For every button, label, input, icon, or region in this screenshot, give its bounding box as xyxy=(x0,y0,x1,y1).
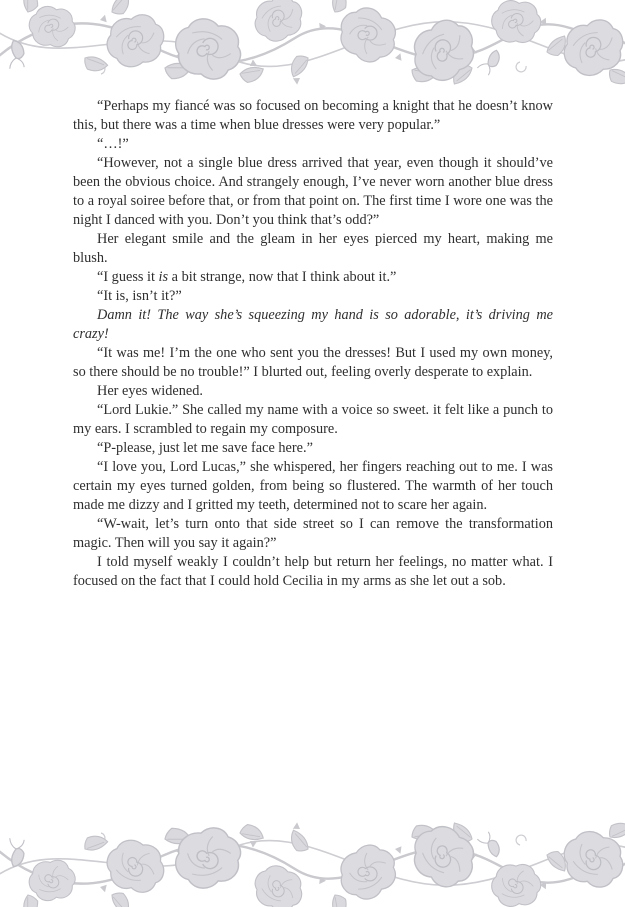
paragraph xyxy=(73,515,553,553)
body-text: “I guess it xyxy=(97,269,159,285)
rose-vine-border-bottom-icon xyxy=(0,821,625,907)
body-text: I told myself weakly I couldn’t help but return her feelings, no matter what. I focused on the fact that I could hold Cecilia in my arms as she let out a sob. xyxy=(73,554,553,589)
paragraph xyxy=(73,97,553,135)
body-text: Her elegant smile and the gleam in her eyes pierced my heart, making me blush. xyxy=(73,231,553,266)
italic-text: is xyxy=(158,269,169,285)
paragraph xyxy=(73,287,553,306)
page-text xyxy=(73,97,553,591)
paragraph xyxy=(73,344,553,382)
body-text: Her eyes widened. xyxy=(97,383,203,399)
body-text: “However, not a single blue dress arrived that year, even though it should’ve been the obvious choice. And strangely enough, I’ve never worn another blue dress to a royal soiree before that, or from that point on. The first time I wore one was the night I danced with you. Don’t you think that’s odd?” xyxy=(73,155,553,228)
paragraph xyxy=(73,553,553,591)
body-text: “Lord Lukie.” She called my name with a voice so sweet. it felt like a punch to my ears. I scrambled to regain my composure. xyxy=(73,402,553,437)
body-text: “…!” xyxy=(97,136,129,152)
italic-text: Damn it! The way she’s squeezing my hand is so adorable, it’s driving me crazy! xyxy=(73,307,553,342)
paragraph xyxy=(73,401,553,439)
body-text: “Perhaps my fiancé was so focused on becoming a knight that he doesn’t know this, but there was a time when blue dresses were very popular.” xyxy=(73,98,553,133)
body-text: “P-please, just let me save face here.” xyxy=(97,440,313,456)
paragraph xyxy=(73,268,553,287)
paragraph xyxy=(73,135,553,154)
paragraph xyxy=(73,306,553,344)
paragraph xyxy=(73,154,553,230)
paragraph xyxy=(73,230,553,268)
body-text: “It was me! I’m the one who sent you the dresses! But I used my own money, so there should be no trouble!” I blurted out, feeling overly desperate to explain. xyxy=(73,345,553,380)
rose-vine-border-top-icon xyxy=(0,0,625,86)
paragraph xyxy=(73,458,553,515)
body-text: “W-wait, let’s turn onto that side street so I can remove the transformation magic. Then will you say it again?” xyxy=(73,516,553,551)
body-text: a bit strange, now that I think about it.” xyxy=(168,269,397,285)
paragraph xyxy=(73,439,553,458)
body-text: “I love you, Lord Lucas,” she whispered, her fingers reaching out to me. I was certain my eyes turned golden, from being so flustered. The warmth of her touch made me dizzy and I gritted my teeth, determined not to scare her again. xyxy=(73,459,553,513)
paragraph xyxy=(73,382,553,401)
body-text: “It is, isn’t it?” xyxy=(97,288,182,304)
